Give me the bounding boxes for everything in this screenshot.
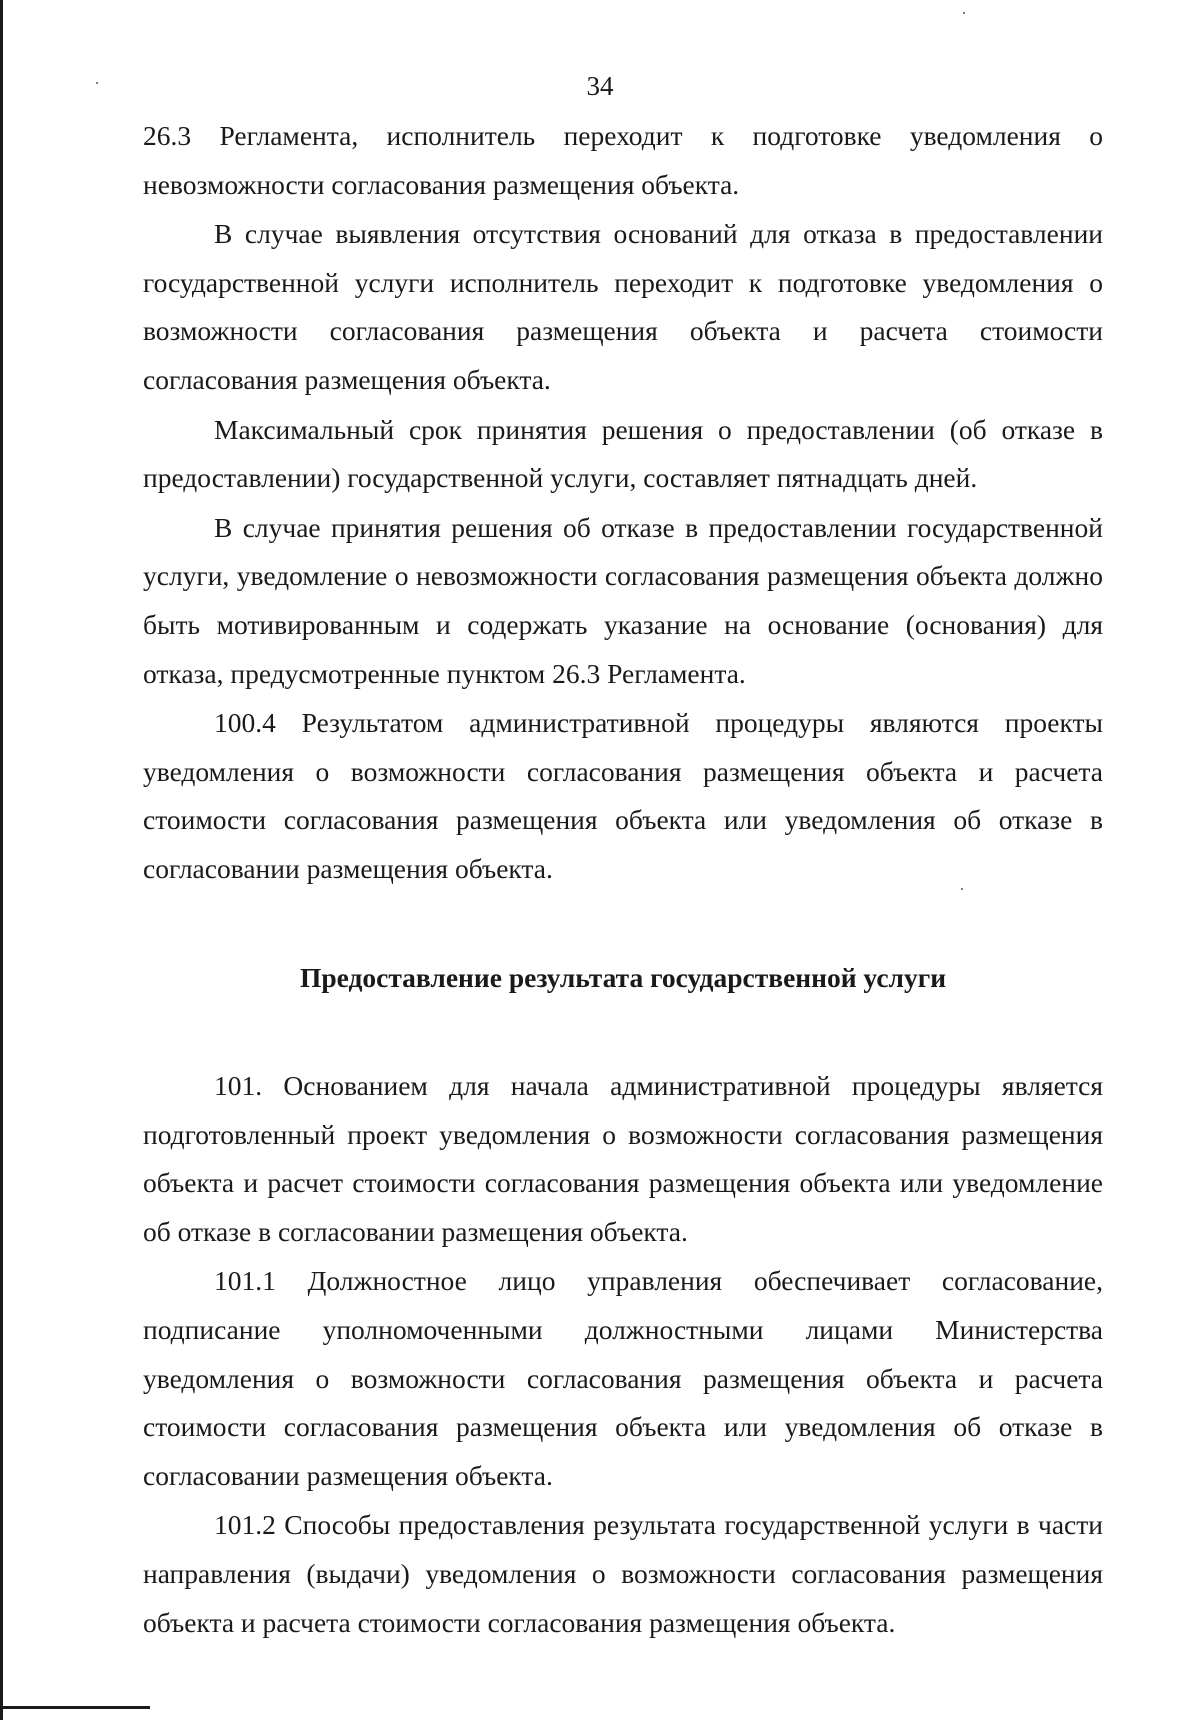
paragraph: Максимальный срок принятия решения о предоставлении (об отказе в предоставлении) государственной услуги, составляет пятнадцать дней. <box>143 413 1103 494</box>
paragraph: В случае выявления отсутствия оснований для отказа в предоставлении государственной услуги исполнитель переходит к подготовке уведомления о возможности согласования размещения объекта и расчета стоимости согласования размещения объекта. <box>143 218 1103 395</box>
scan-bottom-line <box>0 1706 150 1709</box>
document-body <box>143 112 1103 1647</box>
scan-edge-line <box>0 0 3 1720</box>
paragraph: В случае принятия решения об отказе в предоставлении государственной услуги, уведомление о невозможности согласования размещения объекта должно быть мотивированным и содержать указание на основание (основания) для отказа, предусмотренные пунктом 26.3 Регламента. <box>143 511 1103 689</box>
section-heading: Предоставление результата государственной услуги <box>299 961 947 993</box>
paragraph: 101.1 Должностное лицо управления обеспечивает согласование, подписание уполномоченными должностными лицами Министерства уведомления о возможности согласования размещения объекта и расчета стоимости согласования размещения объекта или уведомления об отказе в согласовании размещения объекта. <box>143 1265 1103 1491</box>
paragraph: 100.4 Результатом административной процедуры являются проекты уведомления о возможности согласования размещения объекта и расчета стоимости согласования размещения объекта или уведомления об отказе в согласовании размещения объекта. <box>143 707 1103 884</box>
page-number: 34 <box>586 71 614 101</box>
paragraph: 101. Основанием для начала административной процедуры является подготовленный проект уведомления о возможности согласования размещения объекта и расчет стоимости согласования размещения объекта или уведомление об отказе в согласовании размещения объекта. <box>143 1070 1103 1247</box>
scan-speck <box>963 12 965 14</box>
paragraph: 101.2 Способы предоставления результата государственной услуги в части направления (выдачи) уведомления о возможности согласования размещения объекта и расчета стоимости согласования размещения объекта. <box>143 1509 1103 1638</box>
paragraph: 26.3 Регламента, исполнитель переходит к подготовке уведомления о невозможности согласования размещения объекта. <box>143 120 1103 200</box>
